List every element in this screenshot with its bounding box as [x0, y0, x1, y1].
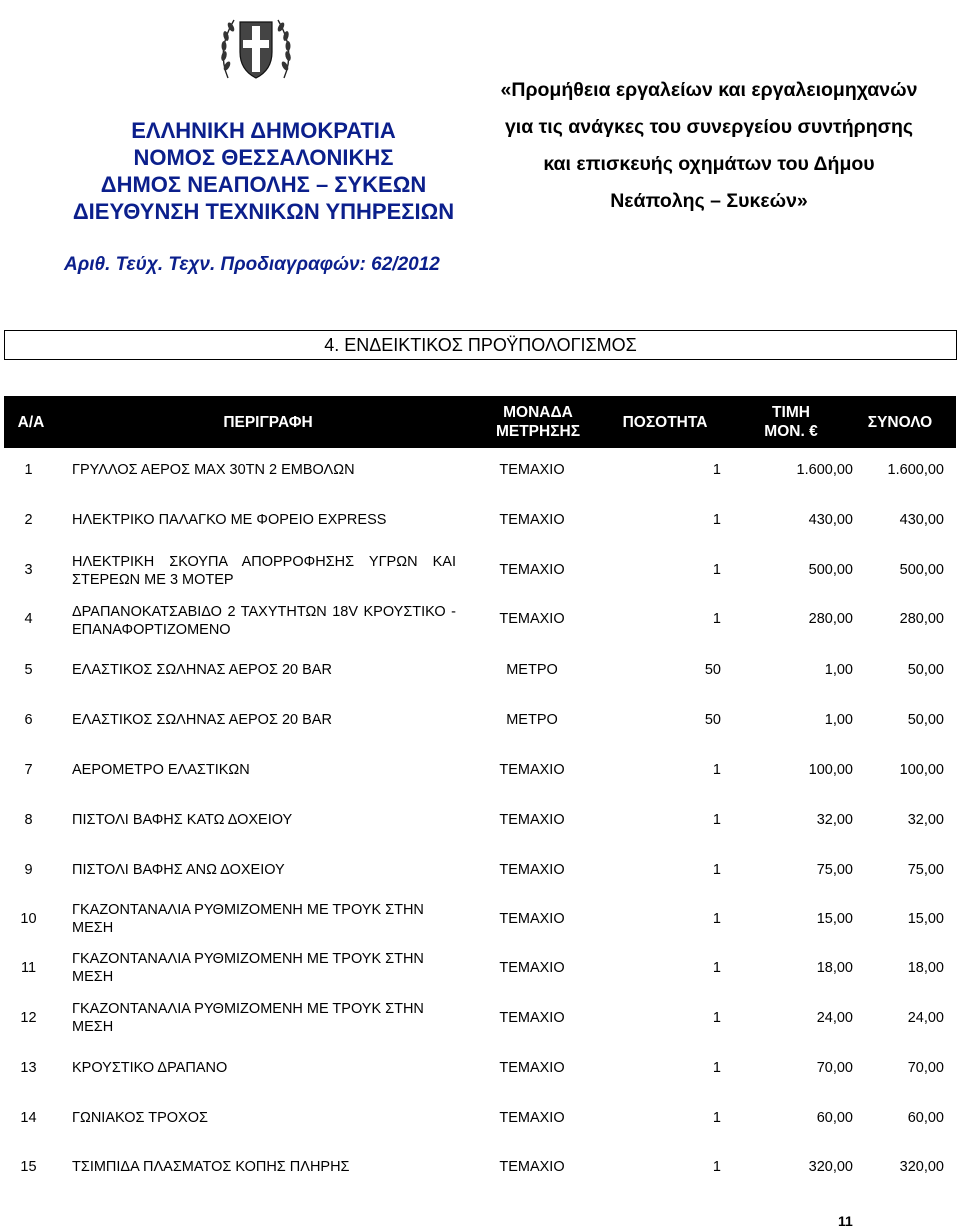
row-quantity: 1 [712, 611, 721, 627]
row-unit: ΤΕΜΑΧΙΟ [499, 762, 565, 778]
row-unit: ΤΕΜΑΧΙΟ [499, 1060, 565, 1076]
row-unit: ΤΕΜΑΧΙΟ [499, 1110, 565, 1126]
row-unit-price: 15,00 [816, 911, 853, 927]
row-total: 320,00 [899, 1159, 944, 1175]
table-row [0, 950, 960, 990]
row-unit: ΤΕΜΑΧΙΟ [499, 611, 565, 627]
row-total: 60,00 [907, 1110, 944, 1126]
row-total: 100,00 [899, 762, 944, 778]
row-description: ΗΛΕΚΤΡΙΚΗ ΣΚΟΥΠΑ ΑΠΟΡΡΟΦΗΣΗΣ ΥΓΡΩΝ ΚΑΙ ΣΤΕΡΕΩΝ ΜΕ 3 ΜΟΤΕΡ [72, 554, 456, 588]
header-quantity: ΠΟΣΟΤΗΤΑ [622, 413, 708, 431]
table-row [0, 1000, 960, 1040]
table-row [0, 603, 960, 643]
row-description: ΕΛΑΣΤΙΚΟΣ ΣΩΛΗΝΑΣ ΑΕΡΟΣ 20 BAR [72, 712, 332, 728]
greek-emblem-icon [194, 0, 318, 90]
row-description: ΠΙΣΤΟΛΙ ΒΑΦΗΣ ΚΑΤΩ ΔΟΧΕΙΟΥ [72, 812, 293, 828]
row-description: ΓΚΑΖΟΝΤΑΝΑΛΙΑ ΡΥΘΜΙΖΟΜΕΝΗ ΜΕ ΤΡΟΥΚ ΣΤΗΝ ΜΕΣΗ [72, 902, 424, 936]
row-quantity: 1 [712, 1159, 721, 1175]
header-description: ΠΕΡΙΓΡΑΦΗ [223, 413, 313, 431]
row-unit-price: 75,00 [816, 862, 853, 878]
row-total: 50,00 [907, 712, 944, 728]
table-row [0, 662, 960, 682]
row-number: 7 [24, 762, 33, 778]
row-total: 280,00 [899, 611, 944, 627]
row-quantity: 1 [712, 862, 721, 878]
row-quantity: 1 [712, 1110, 721, 1126]
row-unit-price: 18,00 [816, 960, 853, 976]
row-unit: ΤΕΜΑΧΙΟ [499, 1010, 565, 1026]
row-quantity: 1 [712, 562, 721, 578]
section-title: 4. ΕΝΔΕΙΚΤΙΚΟΣ ΠΡΟΫΠΟΛΟΓΙΣΜΟΣ [4, 330, 957, 360]
project-line: «Προμήθεια εργαλείων και εργαλειομηχανών [500, 79, 918, 101]
row-number: 13 [20, 1060, 37, 1076]
row-quantity: 1 [712, 911, 721, 927]
table-row [0, 812, 960, 832]
row-description: ΕΛΑΣΤΙΚΟΣ ΣΩΛΗΝΑΣ ΑΕΡΟΣ 20 BAR [72, 662, 332, 678]
row-unit-price: 1,00 [824, 712, 853, 728]
header-unit [482, 396, 594, 448]
row-quantity: 50 [704, 662, 721, 678]
row-unit-price: 280,00 [808, 611, 853, 627]
row-quantity: 1 [712, 1060, 721, 1076]
header-price-line2: ΜΟΝ. € [764, 423, 818, 440]
row-unit-price: 60,00 [816, 1110, 853, 1126]
project-line: για τις ανάγκες του συνεργείου συντήρησης [504, 116, 914, 138]
org-line: ΔΗΜΟΣ ΝΕΑΠΟΛΗΣ – ΣΥΚΕΩΝ [100, 172, 427, 197]
header-unit-line1: ΜΟΝΑΔΑ [503, 404, 573, 421]
row-total: 1.600,00 [887, 462, 944, 478]
row-quantity: 1 [712, 462, 721, 478]
spec-number: Αριθ. Τεύχ. Τεχν. Προδιαγραφών: 62/2012 [64, 254, 440, 275]
row-total: 18,00 [907, 960, 944, 976]
row-total: 500,00 [899, 562, 944, 578]
row-unit: ΜΕΤΡΟ [506, 662, 558, 678]
table-row [0, 1060, 960, 1080]
row-description: ΤΣΙΜΠΙΔΑ ΠΛΑΣΜΑΤΟΣ ΚΟΠΗΣ ΠΛΗΡΗΣ [72, 1159, 350, 1175]
row-unit: ΜΕΤΡΟ [506, 712, 558, 728]
row-number: 4 [24, 611, 33, 627]
row-quantity: 50 [704, 712, 721, 728]
row-number: 9 [24, 862, 33, 878]
row-unit-price: 32,00 [816, 812, 853, 828]
row-total: 75,00 [907, 862, 944, 878]
row-unit-price: 500,00 [808, 562, 853, 578]
org-line: ΕΛΛΗΝΙΚΗ ΔΗΜΟΚΡΑΤΙΑ [131, 118, 396, 143]
row-quantity: 1 [712, 512, 721, 528]
row-number: 10 [20, 911, 37, 927]
row-unit-price: 1,00 [824, 662, 853, 678]
header-aa: Α/Α [17, 413, 45, 431]
row-number: 1 [24, 462, 33, 478]
table-row [0, 1159, 960, 1179]
row-unit: ΤΕΜΑΧΙΟ [499, 512, 565, 528]
row-description: ΓΚΑΖΟΝΤΑΝΑΛΙΑ ΡΥΘΜΙΖΟΜΕΝΗ ΜΕ ΤΡΟΥΚ ΣΤΗΝ ΜΕΣΗ [72, 951, 424, 985]
org-line: ΔΙΕΥΘΥΝΣΗ ΤΕΧΝΙΚΩΝ ΥΠΗΡΕΣΙΩΝ [72, 199, 455, 224]
row-description: ΚΡΟΥΣΤΙΚΟ ΔΡΑΠΑΝΟ [72, 1060, 228, 1076]
page-number: 11 [838, 1213, 853, 1229]
row-unit-price: 430,00 [808, 512, 853, 528]
row-total: 50,00 [907, 662, 944, 678]
row-total: 24,00 [907, 1010, 944, 1026]
row-unit: ΤΕΜΑΧΙΟ [499, 462, 565, 478]
row-unit: ΤΕΜΑΧΙΟ [499, 562, 565, 578]
row-number: 12 [20, 1010, 37, 1026]
row-unit: ΤΕΜΑΧΙΟ [499, 812, 565, 828]
row-number: 6 [24, 712, 33, 728]
header-price-line1: ΤΙΜΗ [772, 404, 810, 421]
row-number: 8 [24, 812, 33, 828]
table-row [0, 762, 960, 782]
row-unit-price: 320,00 [808, 1159, 853, 1175]
table-row [0, 512, 960, 532]
row-unit: ΤΕΜΑΧΙΟ [499, 1159, 565, 1175]
table-row [0, 712, 960, 732]
table-row [0, 1110, 960, 1130]
table-header [4, 396, 956, 448]
row-total: 70,00 [907, 1060, 944, 1076]
project-line: Νεάπολης – Συκεών» [610, 190, 808, 212]
row-description: ΑΕΡΟΜΕΤΡΟ ΕΛΑΣΤΙΚΩΝ [72, 762, 250, 778]
row-number: 11 [20, 960, 37, 976]
row-unit-price: 24,00 [816, 1010, 853, 1026]
row-unit-price: 70,00 [816, 1060, 853, 1076]
header-unit-price [738, 396, 844, 448]
row-description: ΓΡΥΛΛΟΣ ΑΕΡΟΣ ΜΑΧ 30ΤΝ 2 ΕΜΒΟΛΩΝ [72, 462, 355, 478]
row-description: ΔΡΑΠΑΝΟΚΑΤΣΑΒΙΔΟ 2 ΤΑΧΥΤΗΤΩΝ 18V ΚΡΟΥΣΤΙΚΟ - ΕΠΑΝΑΦΟΡΤΙΖΟΜΕΝΟ [72, 604, 456, 638]
project-title [468, 72, 950, 220]
table-row [0, 462, 960, 482]
row-total: 15,00 [907, 911, 944, 927]
row-unit-price: 1.600,00 [796, 462, 853, 478]
row-number: 2 [24, 512, 33, 528]
row-unit: ΤΕΜΑΧΙΟ [499, 911, 565, 927]
row-number: 14 [20, 1110, 37, 1126]
row-total: 32,00 [907, 812, 944, 828]
row-number: 5 [24, 662, 33, 678]
header-total: ΣΥΝΟΛΟ [867, 413, 933, 431]
table-row [0, 901, 960, 941]
row-number: 3 [24, 562, 33, 578]
row-unit: ΤΕΜΑΧΙΟ [499, 960, 565, 976]
row-description: ΓΚΑΖΟΝΤΑΝΑΛΙΑ ΡΥΘΜΙΖΟΜΕΝΗ ΜΕ ΤΡΟΥΚ ΣΤΗΝ ΜΕΣΗ [72, 1001, 424, 1035]
org-line: ΝΟΜΟΣ ΘΕΣΣΑΛΟΝΙΚΗΣ [133, 145, 394, 170]
header-unit-line2: ΜΕΤΡΗΣΗΣ [495, 423, 581, 440]
row-description: ΠΙΣΤΟΛΙ ΒΑΦΗΣ ΑΝΩ ΔΟΧΕΙΟΥ [72, 862, 285, 878]
row-unit: ΤΕΜΑΧΙΟ [499, 862, 565, 878]
project-line: και επισκευής οχημάτων του Δήμου [543, 153, 875, 175]
table-row [0, 862, 960, 882]
row-quantity: 1 [712, 812, 721, 828]
row-description: ΗΛΕΚΤΡΙΚΟ ΠΑΛΑΓΚΟ ΜΕ ΦΟΡΕΙΟ EXPRESS [72, 512, 387, 528]
row-quantity: 1 [712, 1010, 721, 1026]
row-unit-price: 100,00 [808, 762, 853, 778]
row-description: ΓΩΝΙΑΚΟΣ ΤΡΟΧΟΣ [72, 1110, 208, 1126]
row-total: 430,00 [899, 512, 944, 528]
row-quantity: 1 [712, 960, 721, 976]
row-quantity: 1 [712, 762, 721, 778]
row-number: 15 [20, 1159, 37, 1175]
organization-block [36, 117, 491, 225]
table-row [0, 553, 960, 593]
